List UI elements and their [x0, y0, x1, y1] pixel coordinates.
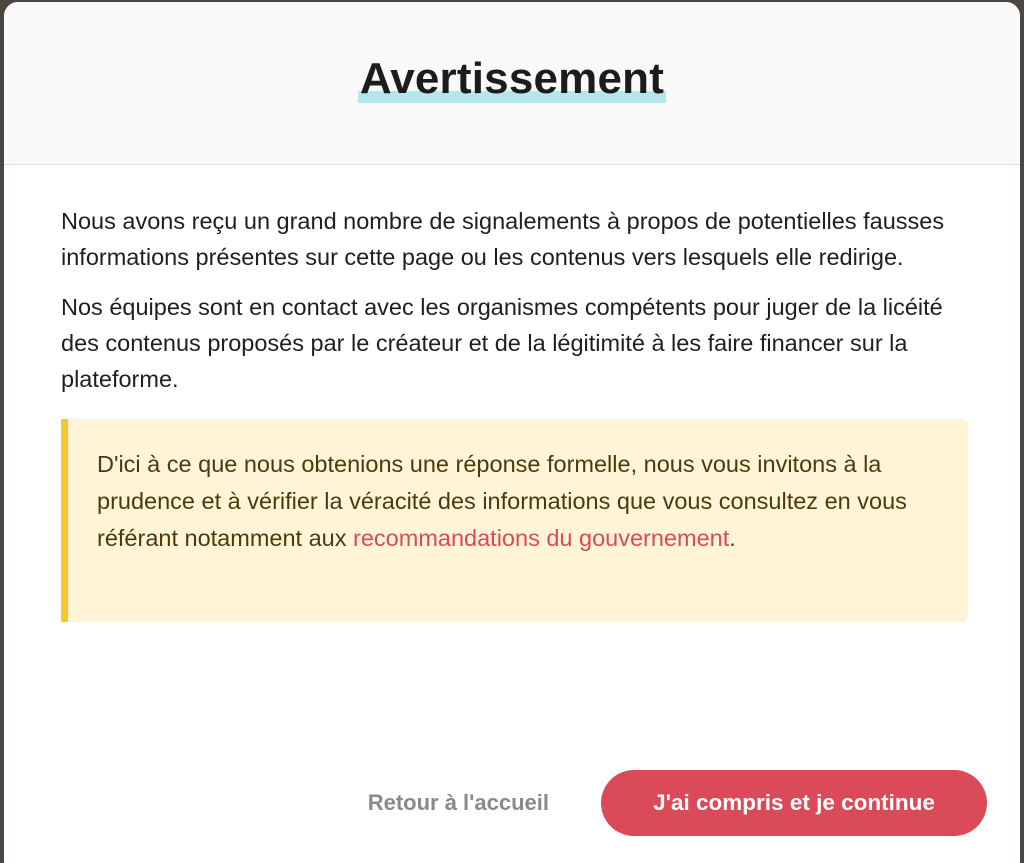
- warning-paragraph-teams: Nos équipes sont en contact avec les organismes compétents pour juger de la licéité des contenus proposés par le créateur et de la légitimité à les faire financer sur la plateforme.: [61, 294, 943, 392]
- modal-footer: [368, 770, 987, 836]
- warning-paragraph-reports: Nous avons reçu un grand nombre de signalements à propos de potentielles fausses informations présentes sur cette page ou les contenus vers lesquels elle redirige.: [61, 208, 945, 270]
- caution-notice: [61, 419, 968, 622]
- back-to-home-button[interactable]: Retour à l'accueil: [367, 790, 549, 815]
- understood-continue-button[interactable]: J'ai compris et je continue: [601, 770, 987, 836]
- caution-notice-text: [97, 446, 928, 557]
- caution-text-before: D'ici à ce que nous obtenions une réponse formelle, nous vous invitons à la prudence et à vérifier la véracité des informations que vous consultez en vous référant notamment aux: [97, 451, 907, 551]
- government-recommendations-link[interactable]: recommandations du gouvernement: [353, 525, 730, 551]
- warning-modal: [4, 2, 1020, 863]
- modal-title: Avertissement: [359, 54, 665, 103]
- caution-text-after: .: [729, 525, 736, 551]
- modal-header: [4, 2, 1020, 165]
- modal-body: [4, 165, 1020, 622]
